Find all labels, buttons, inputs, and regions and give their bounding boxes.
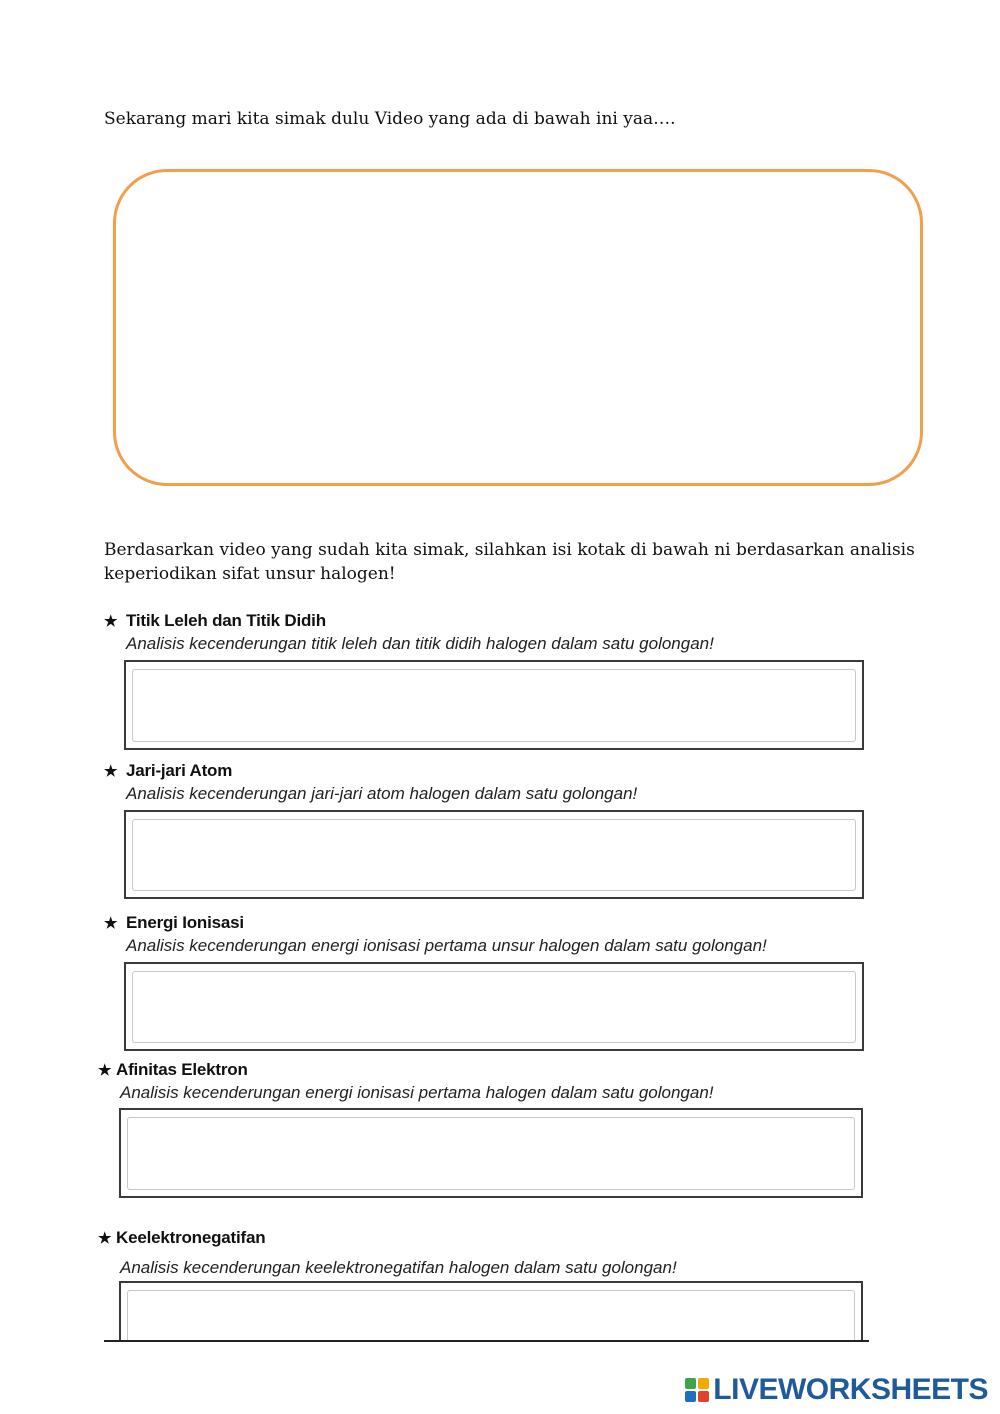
- logo-tile: [698, 1391, 709, 1402]
- section-prompt: Analisis kecenderungan titik leleh dan titik didih halogen dalam satu golongan!: [126, 634, 714, 653]
- section-heading: [98, 1227, 265, 1250]
- answer-box-energi-ionisasi[interactable]: [124, 962, 864, 1051]
- section-heading: [98, 1059, 248, 1082]
- star-icon: ★: [98, 1230, 112, 1247]
- star-icon: ★: [104, 613, 118, 630]
- section-heading: [104, 610, 326, 633]
- star-icon: ★: [98, 1062, 112, 1079]
- video-frame[interactable]: [113, 169, 923, 486]
- brand-name: LIVEWORKSHEETS: [713, 1373, 988, 1406]
- section-prompt: Analisis kecenderungan jari-jari atom halogen dalam satu golongan!: [126, 784, 638, 803]
- intro-text: Sekarang mari kita simak dulu Video yang ada di bawah ini yaa….: [104, 109, 676, 129]
- section-heading: [104, 912, 244, 935]
- answer-input-area[interactable]: [132, 971, 856, 1043]
- liveworksheets-logo: [685, 1373, 988, 1407]
- answer-box-titik-leleh[interactable]: [124, 660, 864, 750]
- answer-input-area[interactable]: [132, 669, 856, 742]
- section-title: Titik Leleh dan Titik Didih: [126, 611, 326, 630]
- answer-box-afinitas-elektron[interactable]: [119, 1108, 863, 1198]
- section-title: Jari-jari Atom: [126, 761, 233, 780]
- star-icon: ★: [104, 915, 118, 932]
- answer-input-area[interactable]: [132, 819, 856, 891]
- section-title: Energi Ionisasi: [126, 913, 244, 932]
- section-title: Keelektronegatifan: [116, 1228, 266, 1247]
- logo-tile: [685, 1391, 696, 1402]
- answer-input-area[interactable]: [127, 1117, 855, 1190]
- logo-tile: [685, 1378, 696, 1389]
- star-icon: ★: [104, 763, 118, 780]
- logo-tile: [698, 1378, 709, 1389]
- page-divider: [104, 1340, 869, 1342]
- section-prompt: Analisis kecenderungan energi ionisasi pertama unsur halogen dalam satu golongan!: [126, 936, 767, 955]
- section-heading: [104, 760, 232, 783]
- instruction-text: Berdasarkan video yang sudah kita simak, silahkan isi kotak di bawah ni berdasarkan analisis keperiodikan sifat unsur halogen!: [104, 540, 915, 584]
- liveworksheets-logo-icon: [685, 1378, 709, 1402]
- section-prompt: Analisis kecenderungan keelektronegatifan halogen dalam satu golongan!: [120, 1258, 677, 1277]
- answer-box-jari-jari[interactable]: [124, 810, 864, 899]
- section-title: Afinitas Elektron: [116, 1060, 248, 1079]
- section-prompt: Analisis kecenderungan energi ionisasi pertama halogen dalam satu golongan!: [120, 1083, 714, 1102]
